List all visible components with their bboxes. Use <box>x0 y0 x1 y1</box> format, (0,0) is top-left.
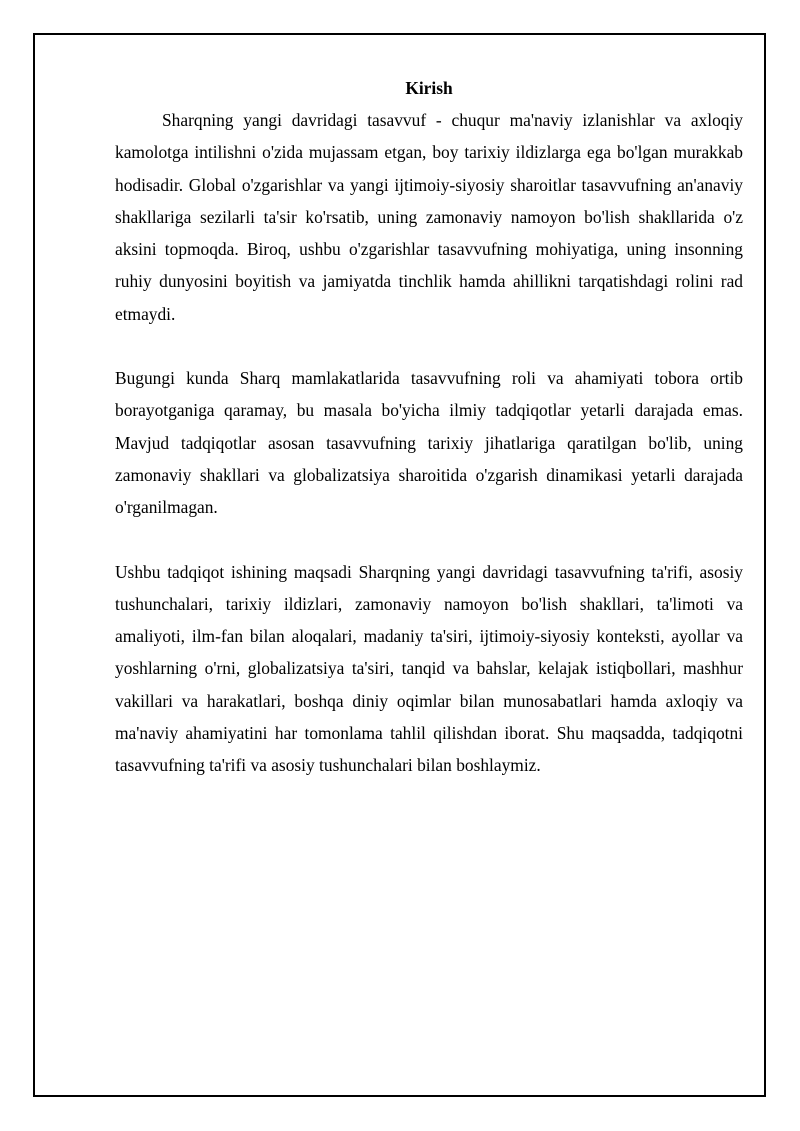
page-title: Kirish <box>405 78 453 98</box>
paragraph-intro: Sharqning yangi davridagi tasavvuf - chuqur ma'naviy izlanishlar va axloqiy kamolotga intilishni o'zida mujassam etgan, boy tarixiy ildizlarga ega bo'lgan murakkab hodisadir. Global o'zgarishlar va yangi ijtimoiy-siyosiy sharoitlar tasavvufning an'anaviy shakllariga sezilarli ta'sir ko'rsatib, uning zamonaviy namoyon bo'lish shakllarida o'z aksini topmoqda. Biroq, ushbu o'zgarishlar tasavvufning mohiyatiga, uning insonning ruhiy dunyosini boyitish va jamiyatda tinchlik hamda ahillikni tarqatishdagi rolini rad etmaydi. <box>115 110 743 324</box>
paragraph-spacer <box>115 330 743 362</box>
document-body <box>115 76 743 782</box>
paragraph-goal: Ushbu tadqiqot ishining maqsadi Sharqning yangi davridagi tasavvufning ta'rifi, asosiy tushunchalari, tarixiy ildizlari, zamonaviy namoyon bo'lish shakllari, ta'limoti va amaliyoti, ilm-fan bilan aloqalari, madaniy ta'siri, ijtimoiy-siyosiy konteksti, ayollar va yoshlarning o'rni, globalizatsiya ta'siri, tanqid va bahslar, kelajak istiqbollari, mashhur vakillari va harakatlari, boshqa diniy oqimlar bilan munosabatlari hamda axloqiy va ma'naviy ahamiyatini har tomonlama tahlil qilishdan iborat. Shu maqsadda, tadqiqotni tasavvufning ta'rifi va asosiy tushunchalari bilan boshlaymiz. <box>115 561 743 776</box>
paragraph-relevance: Bugungi kunda Sharq mamlakatlarida tasavvufning roli va ahamiyati tobora ortib borayotganiga qaramay, bu masala bo'yicha ilmiy tadqiqotlar yetarli darajada emas. Mavjud tadqiqotlar asosan tasavvufning tarixiy jihatlariga qaratilgan bo'lib, uning zamonaviy shakllari va globalizatsiya sharoitida o'zgarish dinamikasi yetarli darajada o'rganilmagan. <box>115 368 743 518</box>
paragraph-spacer <box>115 524 743 556</box>
